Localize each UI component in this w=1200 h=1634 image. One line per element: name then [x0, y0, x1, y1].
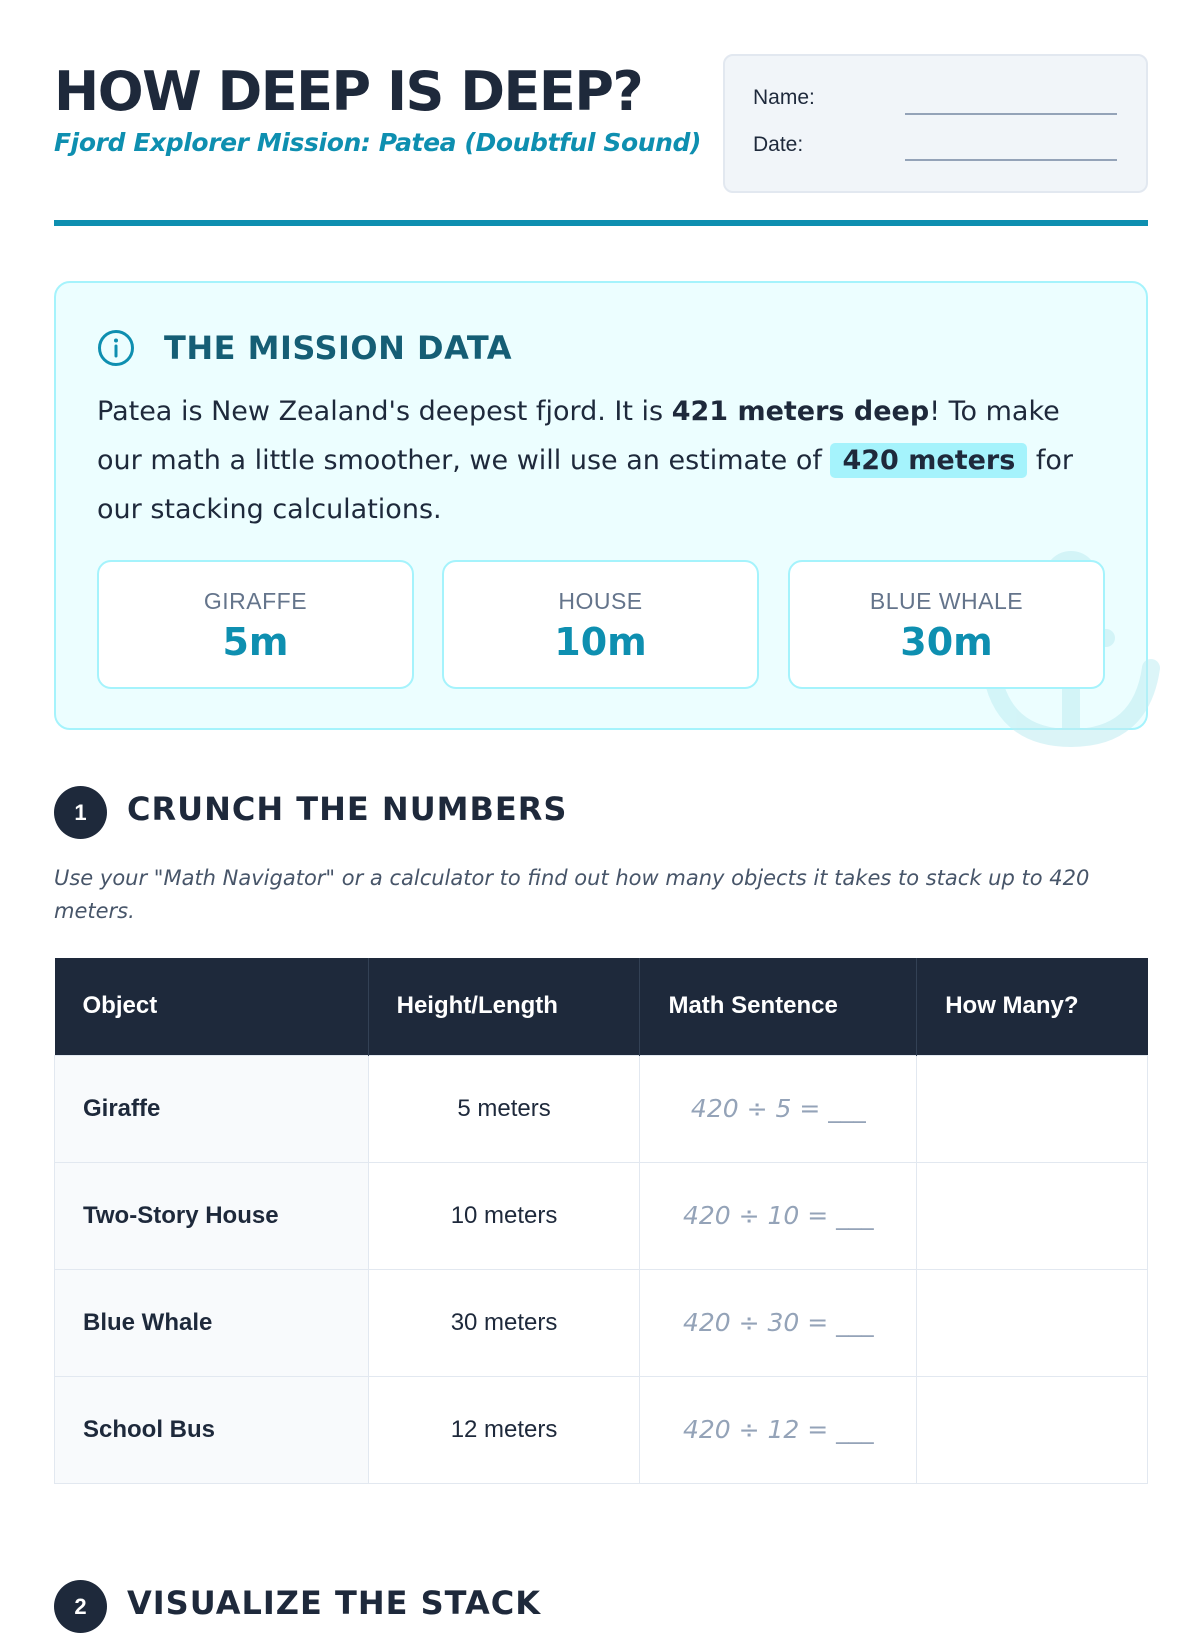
name-field[interactable] [905, 113, 1117, 115]
answer-cell[interactable] [917, 1376, 1148, 1483]
mission-depth-bold: 421 meters deep [671, 396, 930, 427]
object-cell: Two-Story House [55, 1162, 369, 1269]
math-sentence-cell: 420 ÷ 30 = ___ [640, 1269, 917, 1376]
object-cell: Giraffe [55, 1055, 369, 1162]
height-cell: 10 meters [368, 1162, 640, 1269]
stat-card-giraffe [97, 560, 414, 689]
object-cell: Blue Whale [55, 1269, 369, 1376]
stat-card-house [442, 560, 759, 689]
section-1-heading [54, 784, 1148, 840]
column-header-height: Height/Length [368, 958, 640, 1055]
name-label: Name: [753, 86, 815, 109]
answer-cell[interactable] [917, 1269, 1148, 1376]
table-row [55, 1376, 1148, 1483]
mission-text-part: Patea is New Zealand's deepest fjord. It is [97, 396, 672, 427]
section-title: VISUALIZE THE STACK [127, 1584, 542, 1622]
column-header-object: Object [55, 958, 369, 1055]
mission-text-part: ! To make our math a little smoother, we will use an estimate of [97, 396, 1060, 476]
mission-data-panel [54, 281, 1148, 730]
section-number-badge: 1 [54, 786, 107, 839]
page-title: HOW DEEP IS DEEP? [54, 60, 643, 123]
math-sentence-cell: 420 ÷ 5 = ___ [640, 1055, 917, 1162]
math-sentence-cell: 420 ÷ 10 = ___ [640, 1162, 917, 1269]
stat-card-blue-whale [788, 560, 1105, 689]
mission-estimate-highlight: 420 meters [830, 443, 1027, 478]
object-cell: School Bus [55, 1376, 369, 1483]
stat-card-value: 5m [222, 620, 289, 664]
header-divider [54, 220, 1148, 226]
column-header-how-many: How Many? [917, 958, 1148, 1055]
height-cell: 5 meters [368, 1055, 640, 1162]
page-subtitle: Fjord Explorer Mission: Patea (Doubtful Sound) [54, 128, 702, 157]
mission-text-part: for our stacking calculations. [97, 445, 1074, 525]
calculation-table [54, 958, 1148, 1484]
table-row [55, 1162, 1148, 1269]
date-label: Date: [753, 133, 804, 156]
table-row [55, 1269, 1148, 1376]
answer-cell[interactable] [917, 1162, 1148, 1269]
name-date-box [723, 54, 1148, 193]
section-number-badge: 2 [54, 1580, 107, 1633]
section-2-heading [54, 1578, 1148, 1634]
stat-card-label: BLUE WHALE [869, 588, 1024, 614]
table-header-row [55, 958, 1148, 1055]
section-title: CRUNCH THE NUMBERS [127, 790, 568, 828]
worksheet-header [54, 54, 1148, 228]
mission-description [97, 387, 1097, 534]
stat-card-label: HOUSE [558, 588, 643, 614]
table-row [55, 1055, 1148, 1162]
section-1-instructions: Use your "Math Navigator" or a calculator to find out how many objects it takes to stack up to 420 meters. [54, 866, 1090, 923]
mission-title: THE MISSION DATA [164, 329, 512, 367]
date-field[interactable] [905, 159, 1117, 161]
stat-card-value: 30m [900, 620, 993, 664]
stat-card-label: GIRAFFE [203, 588, 308, 614]
height-cell: 30 meters [368, 1269, 640, 1376]
info-icon [97, 329, 135, 367]
answer-cell[interactable] [917, 1055, 1148, 1162]
height-cell: 12 meters [368, 1376, 640, 1483]
math-sentence-cell: 420 ÷ 12 = ___ [640, 1376, 917, 1483]
stat-card-value: 10m [554, 620, 647, 664]
column-header-math: Math Sentence [640, 958, 917, 1055]
